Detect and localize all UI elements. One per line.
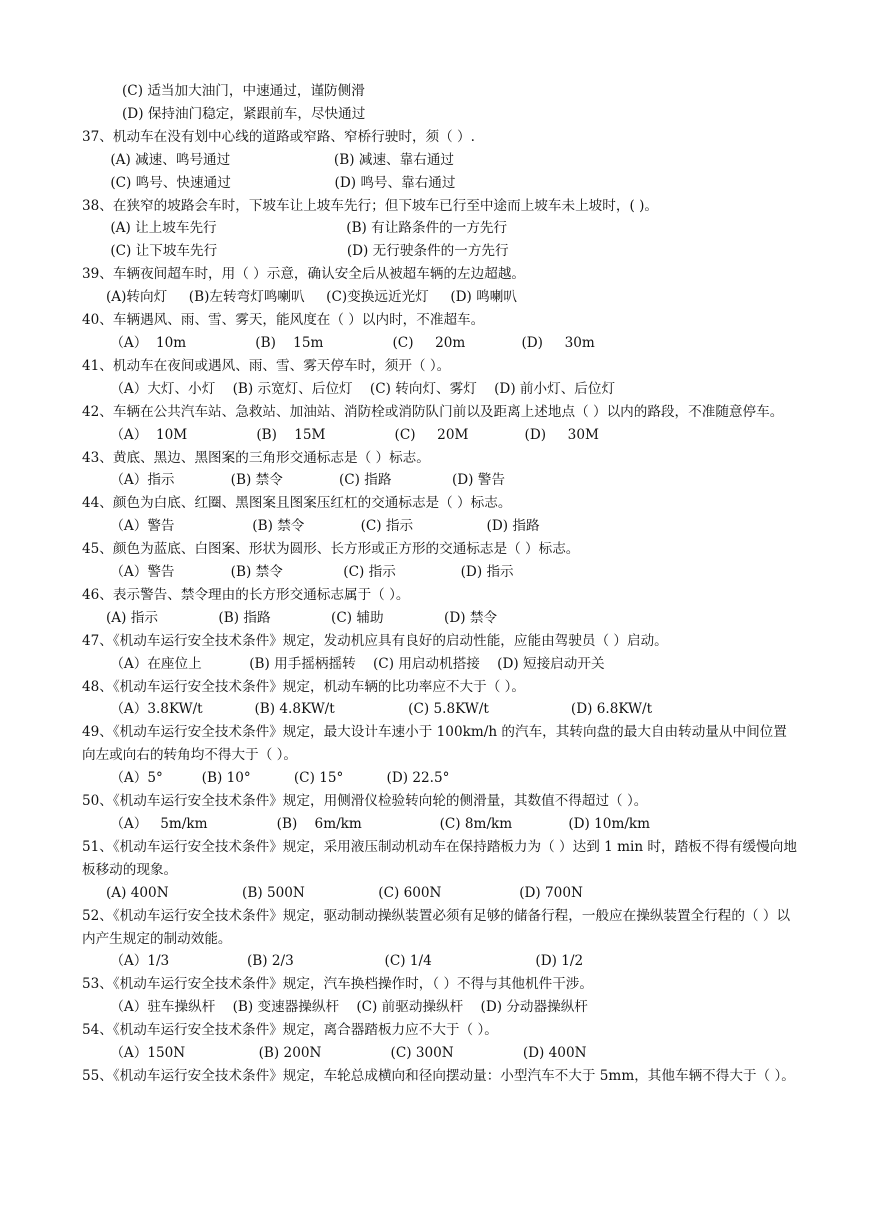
question-stem: 39、车辆夜间超车时，用（ ）示意，确认安全后从被超车辆的左边超越。 <box>82 266 526 283</box>
answer-options: （A）5° (B) 10° (C) 15° (D) 22.5° <box>106 770 450 787</box>
question-stem: 51、《机动车运行安全技术条件》规定，采用液压制动机动车在保持踏板力为（ ）达到 1 min 时，踏板不得有缓慢向地板移动的现象。 <box>82 838 797 878</box>
question-stem: 54、《机动车运行安全技术条件》规定，离合器踏板力应不大于（ ）。 <box>82 1022 498 1039</box>
question-stem: 45、颜色为蓝底、白图案、形状为圆形、长方形或正方形的交通标志是（ ）标志。 <box>82 541 580 558</box>
answer-options: (A) 让上坡车先行 (B) 有让路条件的一方先行 <box>106 220 508 237</box>
question-stem: 40、车辆遇风、雨、雪、雾天，能风度在（ ）以内时，不准超车。 <box>82 312 485 329</box>
question-stem: 42、车辆在公共汽车站、急救站、加油站、消防栓或消防队门前以及距离上述地点（ ）以内的路段，不准随意停车。 <box>82 403 784 420</box>
answer-options: （A） 10M (B) 15M (C) 20M (D) 30M <box>106 426 599 443</box>
question-stem: 38、在狭窄的坡路会车时，下坡车让上坡车先行；但下坡车已行至中途而上坡车未上坡时，( )。 <box>82 197 658 214</box>
answer-options: (C) 适当加大油门，中速通过，谨防侧滑 <box>122 83 365 99</box>
question-stem: 48、《机动车运行安全技术条件》规定，机动车辆的比功率应不大于（ ）。 <box>82 678 526 695</box>
answer-options: (C) 鸣号、快速通过 (D) 鸣号、靠右通过 <box>106 174 456 191</box>
answer-options: (C) 让下坡车先行 (D) 无行驶条件的一方先行 <box>106 243 509 260</box>
question-stem: 43、黄底、黑边、黑图案的三角形交通标志是（ ）标志。 <box>82 449 430 466</box>
answer-options: (A)转向灯 (B)左转弯灯鸣喇叭 (C)变换远近光灯 (D) 鸣喇叭 <box>106 289 517 306</box>
question-stem: 47、《机动车运行安全技术条件》规定，发动机应具有良好的启动性能，应能由驾驶员（ ）启动。 <box>82 632 668 649</box>
answer-options: （A）150N (B) 200N (C) 300N (D) 400N <box>106 1045 587 1062</box>
question-stem: 53、《机动车运行安全技术条件》规定，汽车换档操作时，（ ）不得与其他机件干涉。 <box>82 976 593 993</box>
question-stem: 46、表示警告、禁令理由的长方形交通标志属于（ ）。 <box>82 586 410 603</box>
question-stem: 44、颜色为白底、红圈、黑图案且图案压红杠的交通标志是（ ）标志。 <box>82 495 512 512</box>
answer-options: (A) 减速、鸣号通过 (B) 减速、靠右通过 <box>106 151 455 168</box>
answer-options: （A）大灯、小灯 (B) 示宽灯、后位灯 (C) 转向灯、雾灯 (D) 前小灯、后位灯 <box>106 380 616 397</box>
answer-options: （A）1/3 (B) 2/3 (C) 1/4 (D) 1/2 <box>106 953 584 970</box>
answer-options: (A) 指示 (B) 指路 (C) 辅助 (D) 禁令 <box>106 609 498 626</box>
answer-options: （A）3.8KW/t (B) 4.8KW/t (C) 5.8KW/t (D) 6.8KW/t <box>106 701 653 718</box>
answer-options: （A）在座位上 (B) 用手摇柄摇转 (C) 用启动机搭接 (D) 短接启动开关 <box>106 655 605 672</box>
question-stem: 55、《机动车运行安全技术条件》规定，车轮总成横向和径向摆动量：小型汽车不大于 5mm，其他车辆不得大于（ ）。 <box>82 1067 795 1084</box>
answer-options: （A）指示 (B) 禁令 (C) 指路 (D) 警告 <box>106 472 505 489</box>
question-stem: 50、《机动车运行安全技术条件》规定，用侧滑仪检验转向轮的侧滑量，其数值不得超过（ ）。 <box>82 793 648 810</box>
answer-options: （A） 10m (B) 15m (C) 20m (D) 30m <box>106 334 595 351</box>
answer-options: （A）警告 (B) 禁令 (C) 指示 (D) 指路 <box>106 518 540 535</box>
question-stem: 41、机动车在夜间或遇风、雨、雪、雾天停车时，须开（ ）。 <box>82 357 451 374</box>
answer-options: （A）警告 (B) 禁令 (C) 指示 (D) 指示 <box>106 564 514 581</box>
answer-options: （A） 5m/km (B) 6m/km (C) 8m/km (D) 10m/km <box>106 816 651 832</box>
question-stem: 52、《机动车运行安全技术条件》规定，驱动制动操纵装置必须有足够的储备行程，一般应在操纵装置全行程的（ ）以内产生规定的制动效能。 <box>82 907 791 947</box>
answer-options: (A) 400N (B) 500N (C) 600N (D) 700N <box>106 884 583 901</box>
answer-options: （A）驻车操纵杆 (B) 变速器操纵杆 (C) 前驱动操纵杆 (D) 分动器操纵杆 <box>106 999 588 1016</box>
question-stem: 37、机动车在没有划中心线的道路或窄路、窄桥行驶时，须（ ）. <box>82 128 475 145</box>
answer-options: (D) 保持油门稳定，紧跟前车，尽快通过 <box>122 105 366 122</box>
question-stem: 49、《机动车运行安全技术条件》规定，最大设计车速小于 100km/h 的汽车，其转向盘的最大自由转动量从中间位置向左或向右的转角均不得大于（ ）。 <box>82 724 787 764</box>
